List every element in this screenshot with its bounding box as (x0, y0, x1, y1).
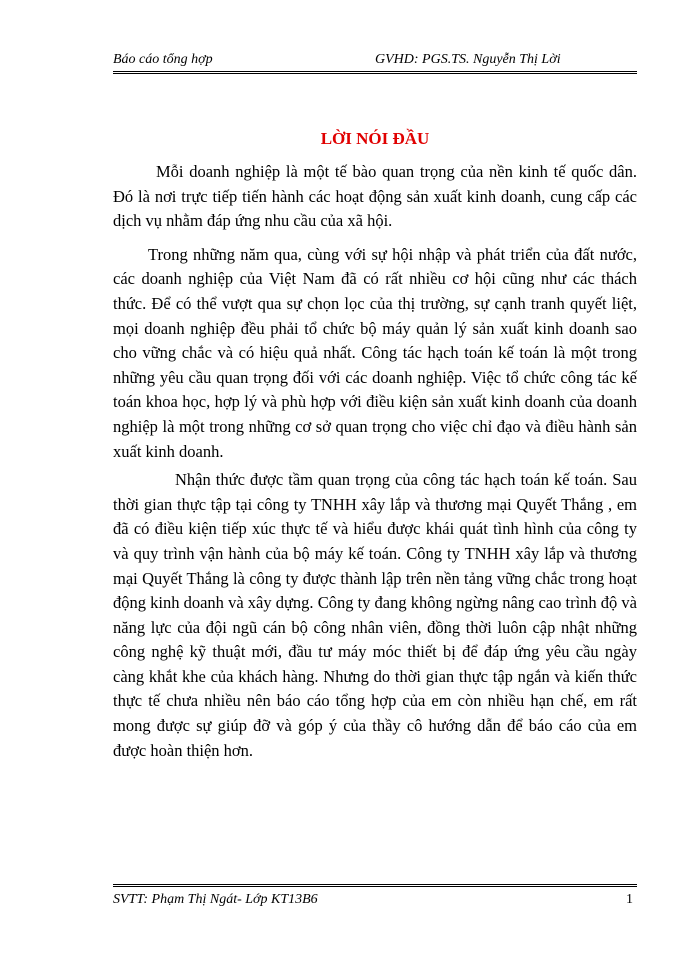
header-divider-double (113, 73, 637, 74)
footer-divider-double (113, 886, 637, 887)
footer-student-info: SVTT: Phạm Thị Ngát- Lớp KT13B6 (113, 892, 318, 907)
page-header (113, 50, 637, 72)
page-title: LỜI NÓI ĐẦU (320, 129, 430, 148)
page-footer (113, 892, 637, 912)
page-number: 1 (626, 892, 633, 907)
header-supervisor: GVHD: PGS.TS. Nguyễn Thị Lời (375, 52, 561, 67)
header-report-title: Báo cáo tổng hợp (113, 52, 213, 67)
paragraph-3: Nhận thức được tầm quan trọng của công tác hạch toán kế toán. Sau thời gian thực tập tại công ty TNHH xây lắp và thương mại Quyết Thắng , em đã có điều kiện tiếp xúc thực tế và hiểu được khái quát tình hình của công ty và quy trình vận hành của bộ máy kế toán. Công ty TNHH xây lắp và thương mại Quyết Thắng là công ty được thành lập trên nền tảng vững chắc trong hoạt động kinh doanh và xây dựng. Công ty đang không ngừng nâng cao trình độ và năng lực của đội ngũ cán bộ công nhân viên, đồng thời luôn cập nhật những công nghệ kỹ thuật mới, đầu tư máy móc thiết bị để đáp ứng yêu cầu ngày càng khắt khe của khách hàng. Nhưng do thời gian thực tập ngắn và kiến thức thực tế chưa nhiều nên báo cáo tổng hợp của em còn nhiều hạn chế, em rất mong được sự giúp đỡ và góp ý của thầy cô hướng dẫn để báo cáo của em được hoàn thiện hơn. (113, 470, 637, 760)
header-divider (113, 71, 637, 72)
footer-divider (113, 884, 637, 885)
paragraph-2: Trong những năm qua, cùng với sự hội nhập và phát triển của đất nước, các doanh nghiệp của Việt Nam đã có rất nhiều cơ hội cũng như các thách thức. Để có thể vượt qua sự chọn lọc của thị trường, sự cạnh tranh quyết liệt, mọi doanh nghiệp đều phải tổ chức bộ máy quản lý sản xuất kinh doanh sao cho vững chắc và có hiệu quả nhất. Công tác hạch toán kế toán là một trong những yêu cầu quan trọng đối với các doanh nghiệp. Việc tổ chức công tác kế toán khoa học, hợp lý và phù hợp với điều kiện sản xuất kinh doanh của doanh nghiệp là một trong những cơ sở quan trọng cho việc chỉ đạo và điều hành sản xuất kinh doanh. (113, 244, 637, 461)
document-body (113, 160, 637, 763)
paragraph-1: Mỗi doanh nghiệp là một tế bào quan trọng của nền kinh tế quốc dân. Đó là nơi trực tiếp tiến hành các hoạt động sản xuất kinh doanh, cung cấp các dịch vụ nhằm đáp ứng nhu cầu của xã hội. (113, 162, 637, 231)
